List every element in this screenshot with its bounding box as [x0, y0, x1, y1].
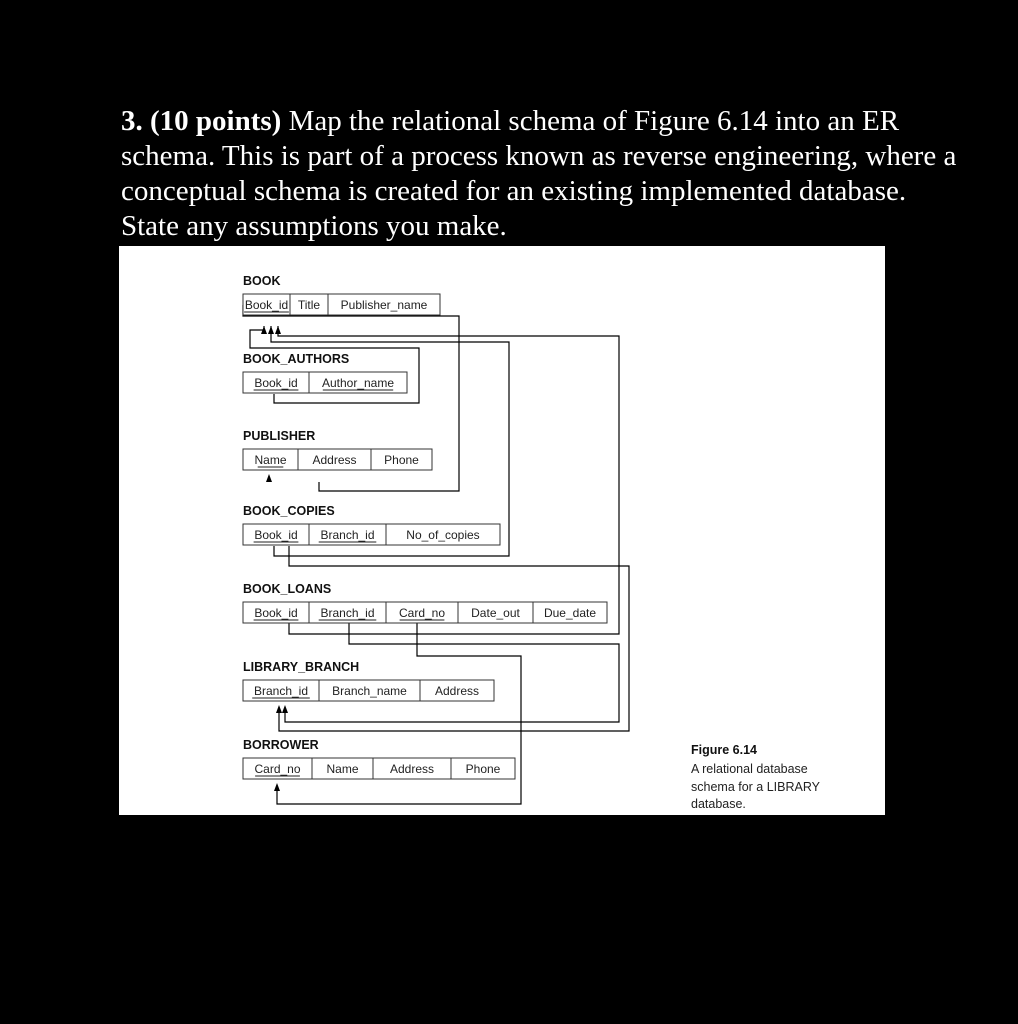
arrowhead	[275, 326, 281, 334]
relation-name: BOOK	[243, 274, 281, 288]
attribute-name: Date_out	[471, 606, 520, 620]
relation-name: PUBLISHER	[243, 429, 316, 443]
attribute-name: Card_no	[398, 606, 446, 620]
schema-diagram	[119, 246, 885, 815]
figure-caption-body: A relational database schema for a LIBRARY database.	[691, 762, 820, 811]
question-number: 3. (10 points)	[121, 105, 282, 137]
attribute-name: Branch_id	[320, 606, 375, 620]
question-body: Map the relational schema of Figure 6.14 into an ER schema. This is part of a process known as reverse engineering, where a conceptual schema is created for an existing implemented database. State any assumptions you make.	[121, 105, 957, 242]
attribute-name: Book_id	[244, 298, 289, 312]
arrowhead	[268, 326, 274, 334]
relation-borrower	[243, 738, 515, 779]
relation-name: BORROWER	[243, 738, 319, 752]
attribute-name: Branch_id	[320, 528, 375, 542]
attribute-name: No_of_copies	[406, 528, 480, 542]
attribute-name: Name	[254, 453, 287, 467]
relations	[243, 274, 607, 779]
question-text	[121, 104, 961, 244]
attribute-name: Publisher_name	[340, 298, 428, 312]
attribute-name: Book_id	[254, 528, 298, 542]
attribute-name: Address	[312, 453, 357, 467]
attribute-name: Address	[434, 684, 480, 698]
attribute-name: Address	[389, 762, 435, 776]
relation-name: BOOK_LOANS	[243, 582, 332, 596]
arrowhead	[266, 474, 272, 482]
attribute-name: Branch_name	[332, 684, 407, 698]
relation-name: LIBRARY_BRANCH	[243, 660, 360, 674]
arrowhead	[282, 705, 288, 713]
attribute-name: Card_no	[254, 762, 301, 776]
arrowhead	[276, 705, 282, 713]
attribute-name: Author_name	[321, 376, 395, 390]
relation-book	[243, 274, 440, 315]
attribute-name: Title	[297, 298, 321, 312]
attribute-name: Name	[326, 762, 359, 776]
attribute-name: Phone	[384, 453, 419, 467]
relation-publisher	[243, 429, 432, 470]
relation-library-branch	[243, 660, 494, 701]
attribute-name: Book_id	[254, 606, 298, 620]
figure-panel	[119, 246, 885, 815]
attribute-name: Branch_id	[253, 684, 309, 698]
relation-book-copies	[243, 504, 500, 545]
relation-book-authors	[243, 352, 407, 393]
foreign-key-line	[279, 546, 629, 731]
attribute-name: Phone	[465, 762, 501, 776]
relation-name: BOOK_COPIES	[243, 504, 335, 518]
attribute-name: Book_id	[254, 376, 298, 390]
arrowhead	[274, 783, 280, 791]
relation-name: BOOK_AUTHORS	[243, 352, 350, 366]
attribute-name: Due_date	[543, 606, 597, 620]
figure-caption-title: Figure 6.14	[691, 743, 757, 757]
relation-book-loans	[243, 582, 607, 623]
